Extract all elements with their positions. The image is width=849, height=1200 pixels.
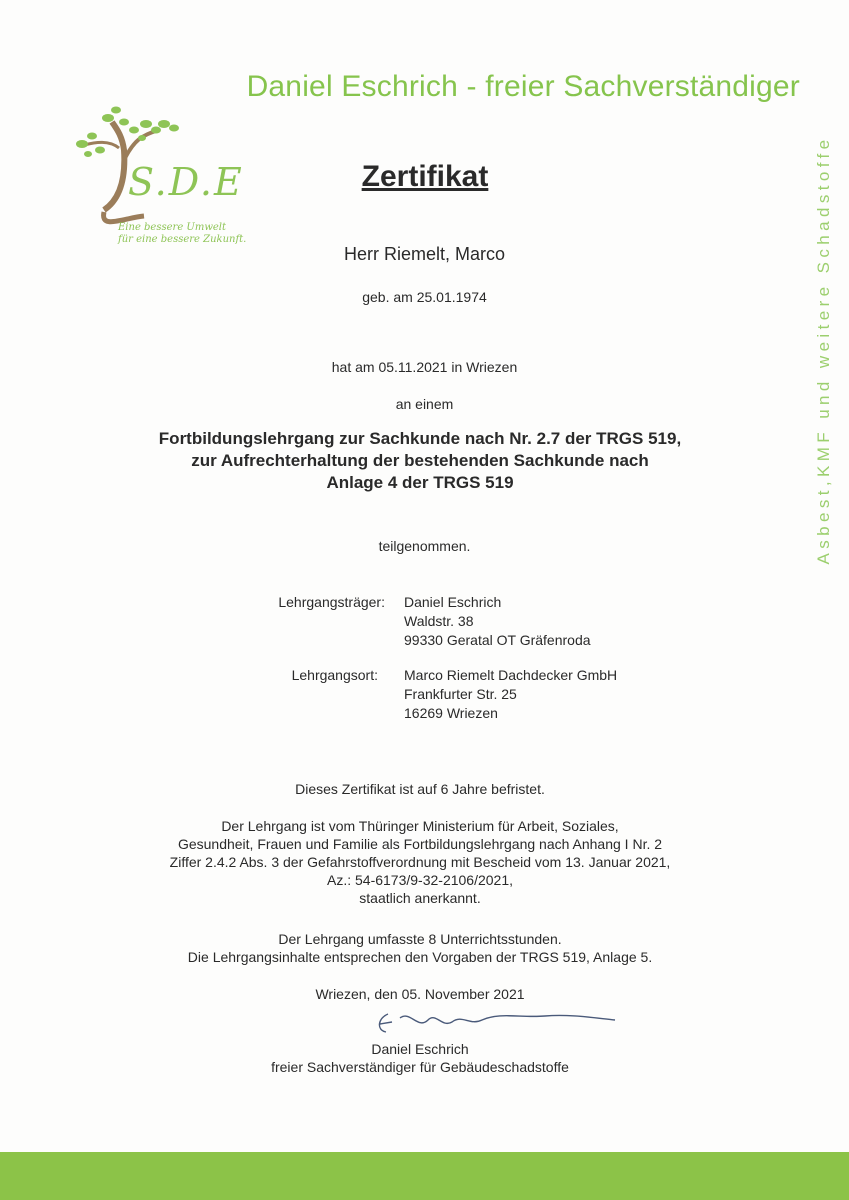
course-title-line: Fortbildungslehrgang zur Sachkunde nach Nr. 2.7 der TRGS 519, (158, 429, 682, 448)
course-title-line: Anlage 4 der TRGS 519 (326, 473, 514, 492)
validity-text: Dieses Zertifikat ist auf 6 Jahre befristet. (295, 781, 545, 797)
location-address (404, 666, 617, 723)
logo-slogan-line: Eine bessere Umwelt (118, 222, 227, 233)
signature-icon (370, 1000, 630, 1040)
approval-line: Ziffer 2.4.2 Abs. 3 der Gefahrstoffverordnung mit Bescheid vom 13. Januar 2021, (169, 854, 671, 870)
vertical-tagline-text: Asbest,KMF und weitere Schadstoffe (814, 135, 833, 565)
logo-slogan (118, 222, 288, 246)
approval-line: Az.: 54-6173/9-32-2106/2021, (326, 872, 514, 888)
logo-abbreviation: S.D.E (128, 160, 244, 204)
place-date: Wriezen, den 05. November 2021 (315, 986, 525, 1002)
participated-text: teilgenommen. (378, 538, 471, 554)
birth-date: geb. am 25.01.1974 (362, 289, 487, 305)
hours-line: Die Lehrgangsinhalte entsprechen den Vorgaben der TRGS 519, Anlage 5. (187, 949, 653, 965)
location-line: Frankfurter Str. 25 (404, 686, 517, 702)
carrier-line: Waldstr. 38 (404, 613, 474, 629)
location-line: Marco Riemelt Dachdecker GmbH (404, 667, 618, 683)
carrier-line: Daniel Eschrich (404, 594, 502, 610)
at-a-text: an einem (395, 396, 454, 412)
approval-line: Gesundheit, Frauen und Familie als Fortbildungslehrgang nach Anhang I Nr. 2 (177, 836, 663, 852)
org-title: Daniel Eschrich - freier Sachverständiger (246, 70, 800, 103)
footer-bar (0, 1152, 849, 1200)
course-title-line: zur Aufrechterhaltung der bestehenden Sachkunde nach (191, 451, 649, 470)
carrier-label: Lehrgangsträger: (278, 594, 385, 610)
recipient-name: Herr Riemelt, Marco (343, 244, 506, 264)
approval-paragraph (110, 817, 730, 907)
vertical-tagline (810, 110, 836, 590)
attendance-date: hat am 05.11.2021 in Wriezen (331, 359, 518, 375)
location-line: 16269 Wriezen (404, 705, 498, 721)
carrier-line: 99330 Geratal OT Gräfenroda (404, 632, 591, 648)
course-title (110, 428, 730, 494)
approval-line: staatlich anerkannt. (359, 890, 481, 906)
signer-title: freier Sachverständiger für Gebäudeschadstoffe (271, 1059, 569, 1075)
location-label: Lehrgangsort: (291, 667, 378, 683)
hours-paragraph (110, 930, 730, 966)
hours-line: Der Lehrgang umfasste 8 Unterrichtsstunden. (278, 931, 562, 947)
approval-line: Der Lehrgang ist vom Thüringer Ministerium für Arbeit, Soziales, (221, 818, 619, 834)
carrier-address (404, 593, 591, 650)
signer-name: Daniel Eschrich (371, 1041, 469, 1057)
logo-slogan-line: für eine bessere Zukunft. (118, 234, 247, 245)
certificate-title: Zertifikat (361, 160, 489, 193)
